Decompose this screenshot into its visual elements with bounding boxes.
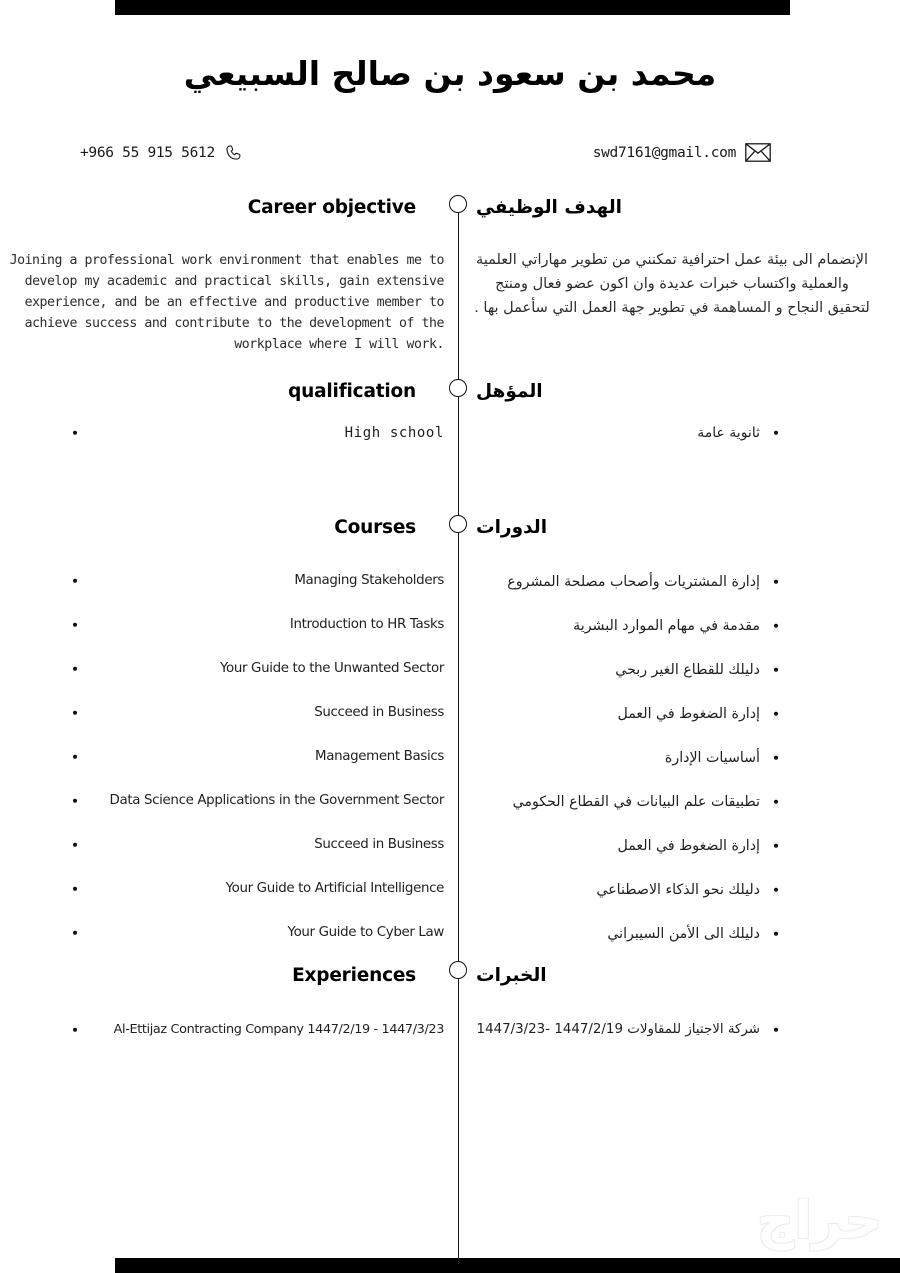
phone-icon (224, 143, 244, 163)
list-item (472, 824, 782, 868)
list-item-label: شركة الاجتياز للمقاولات 1447/2/19 -1447/3/23 (476, 1022, 760, 1037)
contact-phone[interactable] (80, 143, 244, 163)
list-item-label: Al-Ettijaz Contracting Company 1447/2/19 - 1447/3/23 (113, 1022, 444, 1037)
bullet-icon (774, 932, 778, 936)
list-item (472, 912, 782, 956)
list-item-label: إدارة المشتريات وأصحاب مصلحة المشروع (507, 574, 760, 590)
bullet-icon (73, 623, 77, 627)
qualification-list-en (66, 420, 444, 446)
bullet-icon (73, 667, 77, 671)
list-item-label: Your Guide to the Unwanted Sector (219, 661, 444, 676)
list-item (472, 648, 782, 692)
bullet-icon (774, 712, 778, 716)
list-item (66, 911, 444, 955)
bullet-icon (73, 431, 77, 435)
list-item (66, 420, 444, 446)
list-item (66, 735, 444, 779)
bullet-icon (73, 1028, 77, 1032)
bullet-icon (774, 888, 778, 892)
experiences-list-ar (472, 1017, 782, 1043)
list-item (472, 604, 782, 648)
bullet-icon (73, 931, 77, 935)
list-item-label: Management Basics (315, 749, 444, 764)
courses-list-ar (472, 560, 782, 956)
list-item (66, 823, 444, 867)
timeline-node-objective (449, 195, 467, 213)
bullet-icon (73, 711, 77, 715)
timeline-line (458, 212, 459, 1262)
section-title-qualification-en: qualification (288, 381, 416, 402)
timeline-node-qualification (449, 379, 467, 397)
email-address: swd7161@gmail.com (592, 144, 736, 161)
watermark: حراج (756, 1191, 882, 1251)
list-item-label: Succeed in Business (314, 837, 444, 852)
bullet-icon (73, 843, 77, 847)
timeline-node-courses (449, 515, 467, 533)
phone-number: +966 55 915 5612 (80, 145, 215, 161)
list-item-label: High school (344, 425, 444, 441)
bullet-icon (774, 624, 778, 628)
top-decorative-bar (115, 0, 790, 15)
experiences-list-en (66, 1017, 444, 1043)
list-item (472, 560, 782, 604)
list-item-label: Managing Stakeholders (294, 573, 444, 588)
objective-body-ar: الإنضمام الى بيئة عمل احترافية تمكنني من تطوير مهاراتي العلمية والعملية واكتساب خبرات عديدة وان اكون عضو فعال ومنتج لتحقيق النجاح و المساهمة في تطوير جهة العمل التي سأعمل بها . (474, 252, 870, 316)
bullet-icon (73, 755, 77, 759)
courses-list-en (66, 559, 444, 955)
bottom-decorative-bar (115, 1258, 900, 1273)
list-item-label: دليلك نحو الذكاء الاصطناعي (596, 882, 760, 898)
bullet-icon (774, 756, 778, 760)
list-item (472, 1017, 782, 1043)
bullet-icon (774, 580, 778, 584)
list-item (472, 868, 782, 912)
timeline-node-experiences (449, 961, 467, 979)
list-item-label: إدارة الضغوط في العمل (617, 706, 760, 722)
bullet-icon (73, 579, 77, 583)
list-item (66, 691, 444, 735)
bullet-icon (73, 799, 77, 803)
list-item-label: Your Guide to Cyber Law (287, 925, 444, 940)
list-item (472, 780, 782, 824)
section-title-objective-en: Career objective (247, 197, 416, 218)
list-item (66, 559, 444, 603)
list-item-label: Data Science Applications in the Government Sector (109, 793, 444, 808)
list-item (66, 867, 444, 911)
list-item-label: مقدمة في مهام الموارد البشرية (573, 618, 760, 634)
list-item-label: تطبيقات علم البيانات في القطاع الحكومي (512, 794, 760, 810)
objective-body-en: Joining a professional work environment that enables me to develop my academic and practical skills, gain extensive experience, and be an effective and productive member to achieve success and contribute to the development of the workplace where I will work. (9, 253, 444, 352)
list-item-label: دليلك الى الأمن السيبراني (607, 926, 760, 942)
envelope-icon (745, 143, 771, 162)
bullet-icon (774, 844, 778, 848)
list-item (472, 736, 782, 780)
list-item-label: Succeed in Business (314, 705, 444, 720)
list-item (66, 779, 444, 823)
list-item-label: إدارة الضغوط في العمل (617, 838, 760, 854)
list-item-label: أساسيات الإدارة (664, 750, 760, 766)
bullet-icon (73, 887, 77, 891)
contact-email[interactable] (593, 143, 771, 162)
section-title-courses-ar: الدورات (476, 517, 548, 538)
bullet-icon (774, 1028, 778, 1032)
qualification-list-ar (472, 420, 782, 446)
list-item (66, 647, 444, 691)
contact-row (0, 143, 900, 173)
list-item-label: ثانوية عامة (697, 425, 760, 441)
list-item-label: Your Guide to Artificial Intelligence (225, 881, 444, 896)
list-item (66, 1017, 444, 1043)
bullet-icon (774, 800, 778, 804)
section-title-experiences-ar: الخبرات (476, 965, 547, 986)
list-item-label: دليلك للقطاع الغير ربحي (615, 662, 760, 678)
bullet-icon (774, 668, 778, 672)
list-item (66, 603, 444, 647)
list-item (472, 692, 782, 736)
section-title-qualification-ar: المؤهل (476, 381, 543, 402)
bullet-icon (774, 431, 778, 435)
section-title-experiences-en: Experiences (292, 965, 416, 986)
section-title-courses-en: Courses (334, 517, 416, 538)
section-title-objective-ar: الهدف الوظيفي (476, 197, 623, 218)
list-item-label: Introduction to HR Tasks (289, 617, 444, 632)
list-item (472, 420, 782, 446)
candidate-name: محمد بن سعود بن صالح السبيعي (183, 54, 717, 93)
